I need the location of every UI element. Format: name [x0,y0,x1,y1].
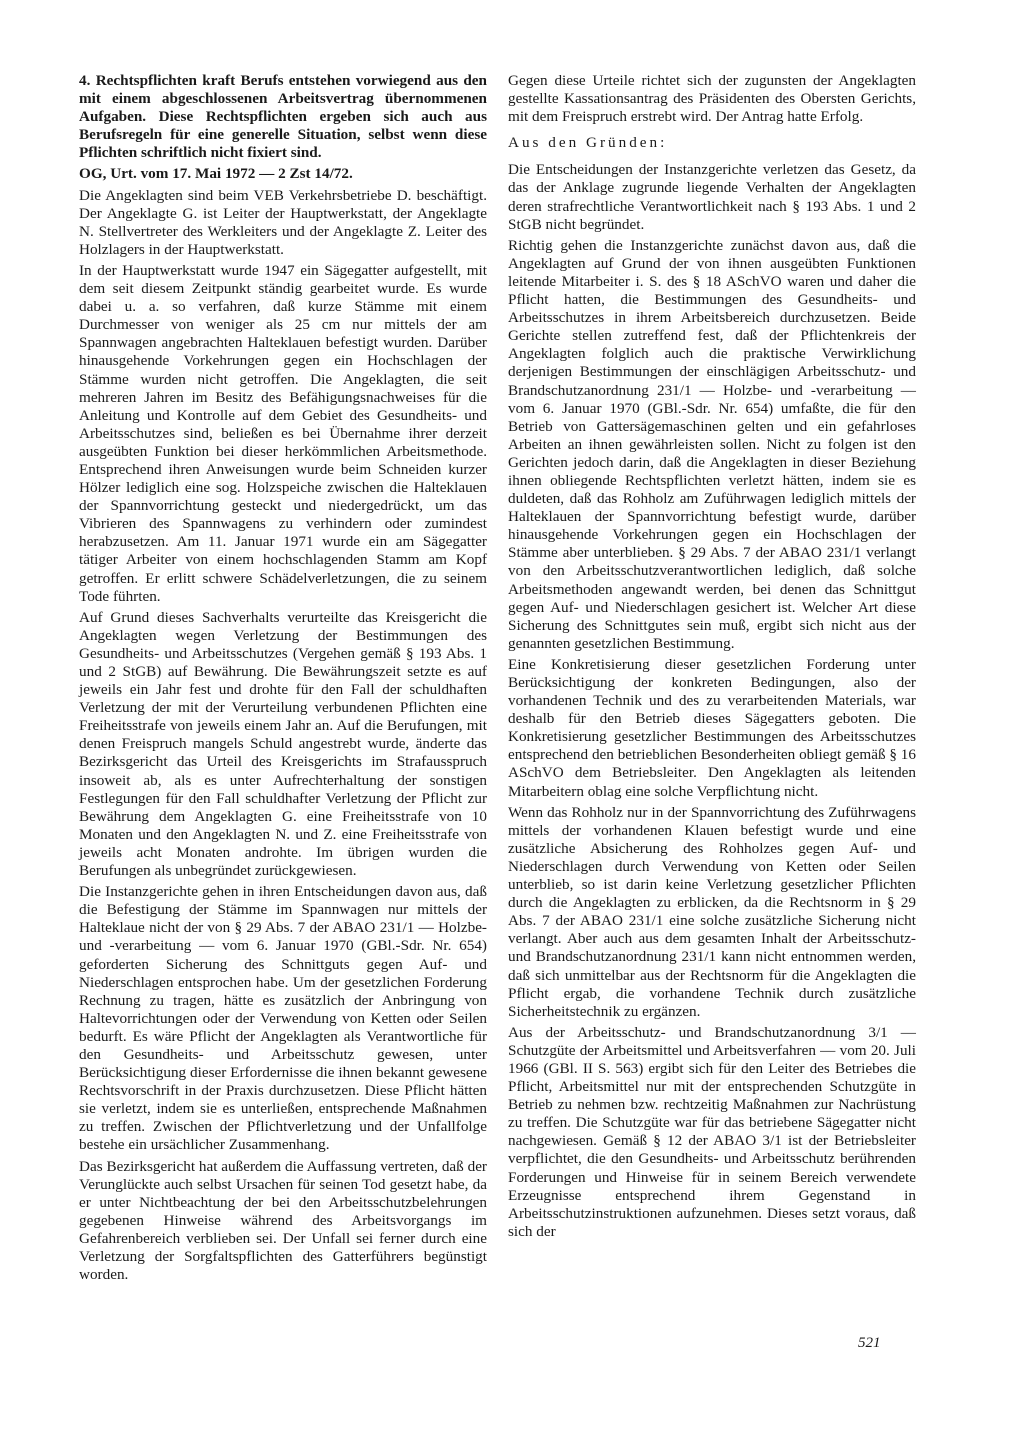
paragraph: Richtig gehen die Instanzgerichte zunächst davon aus, daß die Angeklagten auf Grund der von ihnen ausgeübten Funktionen leitende Mitarbeiter i. S. des § 18 ASchVO waren und daher die Pflicht hatten, die Bestimmungen des Gesundheits- und Arbeitsschutzes in ihrem Arbeitsbereich durchzusetzen. Beide Gerichte stellen zutreffend fest, daß der Pflichtenkreis der Angeklagten folglich auch die praktische Verwirklichung derjenigen Bestimmungen der einschlägigen Arbeitsschutz- und Brandschutzanordnung 231/1 — Holzbe- und -verarbeitung — vom 6. Januar 1970 (GBl.-Sdr. Nr. 654) umfaßte, die für den Betrieb von Gattersägemaschinen gelten und ein gefahrloses Arbeiten an ihnen gewährleisten sollen. Nicht zu folgen ist den Gerichten jedoch darin, daß die Angeklagten in dieser Beziehung ihnen obliegende Rechtspflichten verletzt hätten, indem sie es duldeten, daß das Rohholz am Zuführwagen lediglich mittels der Halteklauen der Spannvorrichtung befestigt wurde, darüber hinausgehende Vorkehrungen gegen ein Hochschlagen der Stämme aber unterblieben. § 29 Abs. 7 der ABAO 231/1 verlangt von den Arbeitsschutzverantwortlichen lediglich, daß solche Arbeitsmethoden angewandt werden, bei denen das Schnittgut gegen Auf- und Niederschlagen gesichert ist. Welcher Art diese Sicherung des Schnittgutes sein muß, ergibt sich nicht aus der genannten gesetzlichen Bestimmung. [508,236,916,652]
paragraph: Die Instanzgerichte gehen in ihren Entscheidungen davon aus, daß die Befestigung der Stämme im Spannwagen nur mittels der Halteklaue nicht der von § 29 Abs. 7 der ABAO 231/1 — Holzbe- und -verarbeitung — vom 6. Januar 1970 (GBl.-Sdr. Nr. 654) geforderten Sicherung des Schnittguts gegen Auf- und Niederschlagen entsprochen habe. Um der gesetzlichen Forderung Rechnung zu tragen, hätte es zusätzlich der Anbringung von Haltevorrichtungen oder der Verwendung von Ketten oder Seilen bedurft. Es wäre Pflicht der Angeklagten als Verantwortliche für den Gesundheits- und Arbeitsschutz gewesen, unter Berücksichtigung dieser Erfordernisse die ihnen bekannt gewesene Rechtsvorschrift in der Praxis durchzusetzen. Diese Pflicht hätten sie verletzt, indem sie es unterließen, entsprechende Maßnahmen zu treffen. Zwischen der Pflichtverletzung und der Unfallfolge bestehe ein ursächlicher Zusammenhang. [79,883,487,1154]
headnote: 4. Rechtspflichten kraft Berufs entstehen vorwiegend aus den mit einem abgeschlossenen Arbeitsvertrag übernommenen Aufgaben. Diese Rechtspflichten ergeben sich auch aus Berufsregeln für eine generelle Situation, selbst wenn diese Pflichten schriftlich nicht fixiert sind. [79,72,487,162]
paragraph: Die Entscheidungen der Instanzgerichte verletzen das Gesetz, da das der Anklage zugrunde liegende Verhalten der Angeklagten deren strafrechtliche Verantwortlichkeit nach § 193 Abs. 1 und 2 StGB nicht begründet. [508,161,916,233]
paragraph: Die Angeklagten sind beim VEB Verkehrsbetriebe D. beschäftigt. Der Angeklagte G. ist Leiter der Hauptwerkstatt, der Angeklagte N. Stellvertreter des Werkleiters und der Angeklagte Z. Leiter des Holzlagers in der Hauptwerkstatt. [79,186,487,258]
paragraph: Eine Konkretisierung dieser gesetzlichen Forderung unter Berücksichtigung der konkreten Bedingungen, also der vorhandenen Technik und des zu verarbeitenden Materials, war deshalb für den Betrieb dieses Sägegatters geboten. Die Konkretisierung gesetzlicher Bestimmungen des Arbeitsschutzes entsprechend den betrieblichen Besonderheiten obliegt gemäß § 16 ASchVO dem Betriebsleiter. Den Angeklagten als leitenden Mitarbeitern oblag eine solche Verpflichtung nicht. [508,655,916,800]
paragraph: Wenn das Rohholz nur in der Spannvorrichtung des Zuführwagens mittels der vorhandenen Klauen befestigt wurde und eine zusätzliche Absicherung des Rohholzes gegen Auf- und Niederschlagen durch Verwendung von Ketten oder Seilen unterblieb, so ist darin keine Verletzung gesetzlicher Pflichten durch die Angeklagten zu erblicken, da die Rechtsnorm in § 29 Abs. 7 der ABAO 231/1 eine solche zusätzliche Sicherung nicht verlangt. Aber auch aus dem gesamten Inhalt der Arbeitsschutz- und Brandschutzanordnung 231/1 kann nicht entnommen werden, daß sich unmittelbar aus der Rechtsnorm für die Angeklagten die Pflicht ergab, die vorhandene Technik durch zusätzliche Sicherheitstechnik zu ergänzen. [508,803,916,1020]
paragraph: Aus der Arbeitsschutz- und Brandschutzanordnung 3/1 — Schutzgüte der Arbeitsmittel und Arbeitsverfahren — vom 20. Juli 1966 (GBl. II S. 563) ergibt sich für den Leiter des Betriebes die Pflicht, Arbeitsmittel nur mit der entsprechenden Schutzgüte in Betrieb zu nehmen bzw. rechtzeitig Maßnahmen zur Nachrüstung zu treffen. Die Schutzgüte war für das betriebene Sägegatter nicht nachgewiesen. Gemäß § 12 der ABAO 3/1 ist der Betriebsleiter verpflichtet, die den Gesundheits- und Arbeitsschutz berührenden Forderungen und Hinweise für in seinem Bereich verwendete Erzeugnisse entsprechend ihrem Gegenstand in Arbeitsschutzinstruktionen aufzunehmen. Dieses setzt voraus, daß sich der [508,1023,916,1240]
left-column [79,72,487,1287]
paragraph: Das Bezirksgericht hat außerdem die Auffassung vertreten, daß der Verunglückte auch selbst Ursachen für seinen Tod gesetzt habe, da er unter Nichtbeachtung der bei den Arbeitsschutzbelehrungen gegebenen Hinweise während des Arbeitsvorgangs im Gefahrenbereich verblieben sei. Der Unfall sei ferner durch eine Verletzung der Sorgfaltspflichten des Gatterführers begünstigt worden. [79,1157,487,1284]
court-citation: OG, Urt. vom 17. Mai 1972 — 2 Zst 14/72. [79,165,353,183]
right-column [508,72,916,1244]
intro-paragraph: Gegen diese Urteile richtet sich der zugunsten der Angeklagten gestellte Kassationsantrag des Präsidenten des Obersten Gerichts, mit dem Freispruch erstrebt wird. Der Antrag hatte Erfolg. [508,72,916,126]
page-number: 521 [858,1335,881,1351]
paragraph: Auf Grund dieses Sachverhalts verurteilte das Kreisgericht die Angeklagten wegen Verletzung der Bestimmungen des Gesundheits- und Arbeitsschutzes (Vergehen gemäß § 193 Abs. 1 und 2 StGB) auf Bewährung. Die Bewährungszeit setzte es auf jeweils ein Jahr fest und drohte für den Fall der schuldhaften Verletzung der mit der Verurteilung verbundenen Pflichten eine Freiheitsstrafe von jeweils einem Jahr an. Auf die Berufungen, mit denen Freispruch mangels Schuld angestrebt wurde, änderte das Bezirksgericht das Urteil des Kreisgerichts im Strafausspruch insoweit ab, als es unter Aufrechterhaltung der sonstigen Festlegungen für den Fall schuldhafter Verletzung der Pflicht zur Bewährung dem Angeklagten G. eine Freiheitsstrafe von 10 Monaten und den Angeklagten N. und Z. eine Freiheitsstrafe von jeweils acht Monaten androhte. Im übrigen wurden die Berufungen als unbegründet zurückgewiesen. [79,608,487,880]
section-heading: Aus den Gründen: [508,134,668,152]
paragraph: In der Hauptwerkstatt wurde 1947 ein Sägegatter aufgestellt, mit dem seit diesem Zeitpunkt ständig gearbeitet wurde. Es wurde dabei u. a. so verfahren, daß kurze Stämme mit einem Durchmesser von weniger als 25 cm nur mittels der am Spannwagen angebrachten Halteklauen befestigt wurden. Darüber hinausgehende Vorkehrungen gegen ein Hochschlagen der Stämme wurden nicht getroffen. Die Angeklagten, die seit mehreren Jahren im Besitz des Befähigungsnachweises für die Anleitung und Kontrolle auf dem Gebiet des Gesundheits- und Arbeitsschutzes sind, beließen es bei Übernahme ihrer derzeit ausgeübten Funktion bei dieser herkömmlichen Arbeitsmethode. Entsprechend ihren Anweisungen wurde beim Schneiden kurzer Hölzer lediglich eine sog. Holzspeiche zwischen die Halteklauen der Spannvorrichtung gesteckt und niedergedrückt, um das Vibrieren des Spannwagens zu verhindern oder zumindest herabzusetzen. Am 11. Januar 1971 wurde ein am Sägegatter tätiger Arbeiter von einem hochschlagenden Stamm am Kopf getroffen. Er erlitt schwere Schädelverletzungen, die zu seinem Tode führten. [79,261,487,605]
